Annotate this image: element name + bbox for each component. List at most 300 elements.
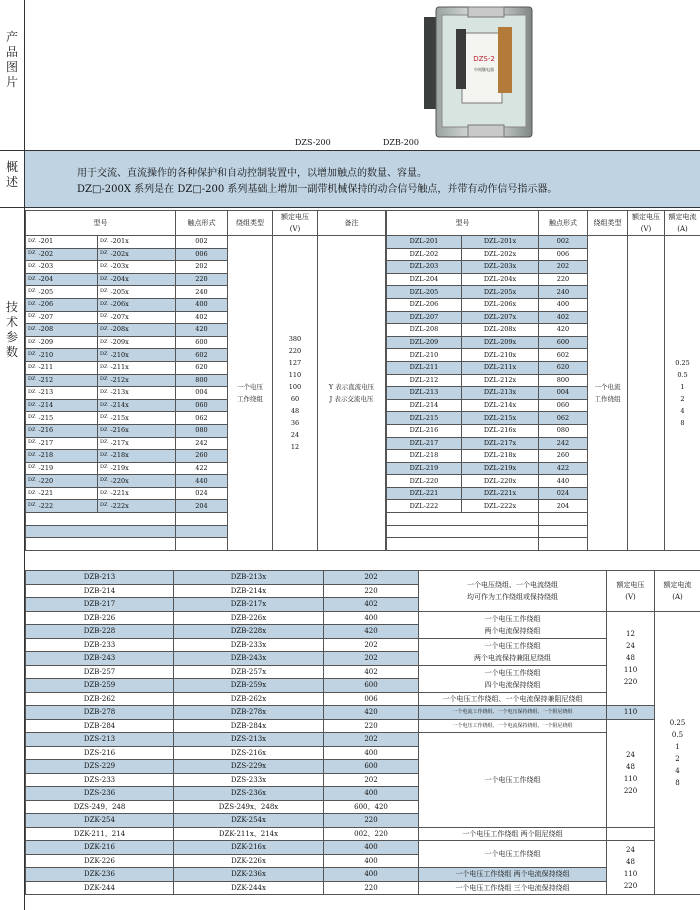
model-x-cell: DZB-259x xyxy=(174,679,324,693)
model-x-cell: DZB-213x xyxy=(174,571,324,585)
model-cell xyxy=(98,462,176,475)
contact-cell: 600 xyxy=(324,760,419,774)
contact-cell: 242 xyxy=(176,437,228,450)
model-cell: DZS-233 xyxy=(26,773,174,787)
model-suffix: -206x xyxy=(110,300,129,309)
contact-cell: 800 xyxy=(539,374,588,387)
contact-cell: 242 xyxy=(539,437,588,450)
coil-type-cell: 一个电压工作绕组、一个电流保持绕组、一个阻尼绕组 xyxy=(419,719,607,733)
model-suffix: -203x xyxy=(110,262,129,271)
model-cell xyxy=(26,298,98,311)
model-x-cell: DZL-220x xyxy=(462,475,539,488)
model-prefix: DZ xyxy=(100,376,108,383)
model-suffix: -221x xyxy=(110,489,129,498)
model-prefix: DZ xyxy=(28,313,36,320)
coil-type-cell: 一个电流工作绕组、一个电压保持绕组、一个阻尼绕组 xyxy=(419,706,607,720)
coil-type-cell: 一个电压工作绕组、一个电流保持兼阻尼绕组 xyxy=(419,692,607,706)
model-cell: DZL-208 xyxy=(387,324,462,337)
model-suffix: -219 xyxy=(38,463,54,472)
contact-cell: 024 xyxy=(539,487,588,500)
left-spec-table-wrap xyxy=(25,210,385,551)
model-cell xyxy=(26,399,98,412)
model-cell: DZL-207 xyxy=(387,311,462,324)
contact-cell: 602 xyxy=(176,349,228,362)
model-x-cell: DZL-216x xyxy=(462,424,539,437)
contact-cell: 422 xyxy=(539,462,588,475)
model-prefix: DZ xyxy=(28,351,36,358)
table-row xyxy=(26,881,700,895)
model-prefix: DZ xyxy=(100,451,108,458)
model-cell xyxy=(26,361,98,374)
bottom-spec-table xyxy=(25,570,700,895)
model-cell xyxy=(98,475,176,488)
model-prefix: DZ xyxy=(100,300,108,307)
model-x-cell: DZK-216x xyxy=(174,841,324,855)
model-suffix: -215x xyxy=(110,413,129,422)
model-x-cell: DZL-213x xyxy=(462,387,539,400)
model-x-cell: DZS-213x xyxy=(174,733,324,747)
header-voltage: 额定电压 (V) xyxy=(607,571,655,612)
remark-cell: Y 表示直流电压 J 表示交流电压 xyxy=(318,236,386,551)
model-x-cell: DZL-217x xyxy=(462,437,539,450)
model-cell: DZL-204 xyxy=(387,273,462,286)
model-prefix: DZ xyxy=(28,275,36,282)
contact-cell: 220 xyxy=(324,584,419,598)
contact-cell: 004 xyxy=(176,387,228,400)
coil-type-cell: 一个电压工作绕组 三个电流保持绕组 xyxy=(419,881,607,895)
model-cell xyxy=(98,487,176,500)
table-row xyxy=(26,638,700,652)
model-x-cell: DZL-215x xyxy=(462,412,539,425)
contact-cell: 400 xyxy=(324,841,419,855)
model-suffix: -205x xyxy=(110,287,129,296)
overview-line-2: DZ□-200X 系列是在 DZ□-200 系列基础上增加一副带机械保持的动合信号触点，并带有动作信号指示器。 xyxy=(77,184,558,195)
table-row xyxy=(26,841,700,855)
model-x-cell: DZL-202x xyxy=(462,248,539,261)
table-row xyxy=(26,611,700,625)
model-cell xyxy=(26,324,98,337)
header-voltage: 额定电压 (V) xyxy=(273,211,318,236)
model-suffix: -215 xyxy=(38,413,54,422)
model-cell xyxy=(26,273,98,286)
model-suffix: -208x xyxy=(110,325,129,334)
model-prefix: DZ xyxy=(100,262,108,269)
coil-type-cell: 一个电流 工作绕组 xyxy=(588,236,628,551)
contact-cell: 002、220 xyxy=(324,827,419,841)
model-x-cell: DZL-205x xyxy=(462,286,539,299)
model-prefix: DZ xyxy=(100,351,108,358)
model-prefix: DZ xyxy=(100,338,108,345)
model-x-cell: DZL-222x xyxy=(462,500,539,513)
voltage-list-cell: 24 48 110 220 xyxy=(607,841,655,895)
model-suffix: -216x xyxy=(110,426,129,435)
model-cell: DZS-216 xyxy=(26,746,174,760)
contact-cell: 420 xyxy=(176,324,228,337)
contact-cell: 600、420 xyxy=(324,800,419,814)
empty-cell xyxy=(176,513,228,526)
model-prefix: DZ xyxy=(100,439,108,446)
model-cell xyxy=(98,374,176,387)
model-cell xyxy=(98,273,176,286)
model-suffix: -211x xyxy=(110,363,129,372)
empty-cell xyxy=(176,538,228,551)
model-cell: DZL-210 xyxy=(387,349,462,362)
model-cell xyxy=(98,311,176,324)
contact-cell: 204 xyxy=(176,500,228,513)
model-cell xyxy=(26,437,98,450)
coil-type-cell: 一个电压工作绕组 xyxy=(419,841,607,868)
contact-cell: 400 xyxy=(539,298,588,311)
contact-cell: 080 xyxy=(176,424,228,437)
model-x-cell: DZB-278x xyxy=(174,706,324,720)
empty-cell xyxy=(539,513,588,526)
contact-cell: 402 xyxy=(324,598,419,612)
model-x-cell: DZB-284x xyxy=(174,719,324,733)
model-cell xyxy=(26,487,98,500)
model-cell xyxy=(98,361,176,374)
model-prefix: DZ xyxy=(100,489,108,496)
model-cell xyxy=(98,387,176,400)
contact-cell: 220 xyxy=(176,273,228,286)
model-prefix: DZ xyxy=(100,363,108,370)
model-suffix: -202 xyxy=(38,249,54,258)
model-cell xyxy=(26,349,98,362)
model-suffix: -213 xyxy=(38,388,54,397)
model-cell: DZL-219 xyxy=(387,462,462,475)
model-x-cell: DZL-218x xyxy=(462,450,539,463)
model-x-cell: DZB-257x xyxy=(174,665,324,679)
model-x-cell: DZL-203x xyxy=(462,261,539,274)
model-cell: DZB-213 xyxy=(26,571,174,585)
model-suffix: -206 xyxy=(38,300,54,309)
model-prefix: DZ xyxy=(100,250,108,257)
header-remark: 备注 xyxy=(318,211,386,236)
model-suffix: -222x xyxy=(110,501,129,510)
header-contact: 触点形式 xyxy=(539,211,588,236)
contact-cell: 024 xyxy=(176,487,228,500)
model-prefix: DZ xyxy=(28,300,36,307)
voltage-list-cell: 380 220 127 110 100 60 48 36 24 12 xyxy=(273,236,318,551)
model-cell xyxy=(98,298,176,311)
caption-dzb: DZB-200 xyxy=(383,138,419,147)
model-cell: DZL-202 xyxy=(387,248,462,261)
model-suffix: -221 xyxy=(38,489,54,498)
voltage-list-cell xyxy=(607,827,655,841)
empty-cell xyxy=(539,525,588,538)
model-cell xyxy=(98,336,176,349)
empty-cell xyxy=(387,513,539,526)
contact-cell: 400 xyxy=(324,868,419,882)
model-x-cell: DZL-219x xyxy=(462,462,539,475)
model-suffix: -212x xyxy=(110,375,129,384)
model-prefix: DZ xyxy=(100,426,108,433)
contact-cell: 400 xyxy=(176,298,228,311)
model-cell: DZL-209 xyxy=(387,336,462,349)
model-x-cell: DZB-226x xyxy=(174,611,324,625)
contact-cell: 202 xyxy=(176,261,228,274)
contact-cell: 080 xyxy=(539,424,588,437)
model-cell xyxy=(98,248,176,261)
model-cell xyxy=(26,387,98,400)
model-x-cell: DZB-217x xyxy=(174,598,324,612)
model-suffix: -222 xyxy=(38,501,54,510)
model-x-cell: DZL-212x xyxy=(462,374,539,387)
model-cell: DZL-206 xyxy=(387,298,462,311)
model-x-cell: DZS-236x xyxy=(174,787,324,801)
voltage-list-cell: 110 xyxy=(607,706,655,720)
voltage-list-cell: 12 24 48 110 220 xyxy=(607,611,655,706)
model-x-cell: DZL-201x xyxy=(462,236,539,249)
model-prefix: DZ xyxy=(28,464,36,471)
model-prefix: DZ xyxy=(28,363,36,370)
model-prefix: DZ xyxy=(28,439,36,446)
model-x-cell: DZB-262x xyxy=(174,692,324,706)
section-label-product-image: 产 品 图 片 xyxy=(5,30,18,89)
model-suffix: -219x xyxy=(110,463,129,472)
model-cell: DZL-222 xyxy=(387,500,462,513)
model-cell: DZS-236 xyxy=(26,787,174,801)
model-cell: DZB-228 xyxy=(26,625,174,639)
model-cell: DZL-218 xyxy=(387,450,462,463)
model-cell xyxy=(26,236,98,249)
model-cell xyxy=(26,475,98,488)
model-cell xyxy=(98,437,176,450)
model-cell: DZB-243 xyxy=(26,652,174,666)
model-suffix: -207x xyxy=(110,312,129,321)
model-cell: DZB-259 xyxy=(26,679,174,693)
contact-cell: 402 xyxy=(539,311,588,324)
model-suffix: -212 xyxy=(38,375,54,384)
contact-cell: 002 xyxy=(539,236,588,249)
model-cell xyxy=(98,261,176,274)
model-cell xyxy=(98,324,176,337)
model-suffix: -210 xyxy=(38,350,54,359)
header-current: 额定电流 (A) xyxy=(665,211,700,236)
contact-cell: 440 xyxy=(176,475,228,488)
model-x-cell: DZK-236x xyxy=(174,868,324,882)
header-contact: 触点形式 xyxy=(176,211,228,236)
model-prefix: DZ xyxy=(28,376,36,383)
model-x-cell: DZB-243x xyxy=(174,652,324,666)
header-coil: 绕组类型 xyxy=(588,211,628,236)
coil-type-cell: 一个电压 工作绕组 xyxy=(228,236,273,551)
model-suffix: -218 xyxy=(38,451,54,460)
model-cell: DZL-216 xyxy=(387,424,462,437)
coil-type-cell: 一个电压工作绕组 两个电流保持兼阻尼绕组 xyxy=(419,638,607,665)
model-cell xyxy=(26,248,98,261)
model-x-cell: DZB-233x xyxy=(174,638,324,652)
model-cell: DZS-213 xyxy=(26,733,174,747)
contact-cell: 062 xyxy=(539,412,588,425)
contact-cell: 420 xyxy=(324,706,419,720)
model-x-cell: DZS-216x xyxy=(174,746,324,760)
contact-cell: 420 xyxy=(324,625,419,639)
model-suffix: -204x xyxy=(110,275,129,284)
model-cell: DZB-214 xyxy=(26,584,174,598)
model-x-cell: DZS-233x xyxy=(174,773,324,787)
model-suffix: -220x xyxy=(110,476,129,485)
contact-cell: 600 xyxy=(539,336,588,349)
section-label-tech-params: 技 术 参 数 xyxy=(5,300,18,359)
model-prefix: DZ xyxy=(28,477,36,484)
model-suffix: -211 xyxy=(38,363,54,372)
model-cell: DZL-217 xyxy=(387,437,462,450)
table-row xyxy=(26,733,700,747)
model-cell xyxy=(98,500,176,513)
coil-type-cell: 一个电压绕组、一个电流绕组 均可作为工作绕组或保持绕组 xyxy=(419,571,607,612)
contact-cell: 620 xyxy=(176,361,228,374)
model-cell: DZL-211 xyxy=(387,361,462,374)
model-prefix: DZ xyxy=(28,250,36,257)
model-suffix: -209 xyxy=(38,338,54,347)
model-cell xyxy=(26,374,98,387)
contact-cell: 202 xyxy=(324,773,419,787)
model-cell: DZK-211、214 xyxy=(26,827,174,841)
photo-label: DZS-2 xyxy=(473,55,495,63)
model-suffix: -208 xyxy=(38,325,54,334)
model-cell: DZK-236 xyxy=(26,868,174,882)
model-prefix: DZ xyxy=(100,288,108,295)
model-cell: DZS-229 xyxy=(26,760,174,774)
contact-cell: 202 xyxy=(324,638,419,652)
bottom-spec-table-wrap xyxy=(25,570,700,895)
model-prefix: DZ xyxy=(28,414,36,421)
model-prefix: DZ xyxy=(100,464,108,471)
model-prefix: DZ xyxy=(28,388,36,395)
coil-type-cell: 一个电压工作绕组 四个电流保持绕组 xyxy=(419,665,607,692)
right-spec-table xyxy=(386,210,700,551)
contact-cell: 006 xyxy=(324,692,419,706)
model-cell: DZB-257 xyxy=(26,665,174,679)
empty-cell xyxy=(176,525,228,538)
model-x-cell: DZL-207x xyxy=(462,311,539,324)
model-cell: DZB-262 xyxy=(26,692,174,706)
contact-cell: 420 xyxy=(539,324,588,337)
model-cell xyxy=(26,336,98,349)
model-x-cell: DZB-214x xyxy=(174,584,324,598)
contact-cell: 060 xyxy=(176,399,228,412)
contact-cell: 260 xyxy=(539,450,588,463)
contact-cell: 400 xyxy=(324,787,419,801)
model-cell: DZB-278 xyxy=(26,706,174,720)
contact-cell: 220 xyxy=(539,273,588,286)
empty-cell xyxy=(387,525,539,538)
model-cell xyxy=(26,311,98,324)
table-row xyxy=(26,236,386,249)
model-cell: DZL-203 xyxy=(387,261,462,274)
model-prefix: DZ xyxy=(100,414,108,421)
left-spec-table xyxy=(25,210,386,551)
model-x-cell: DZL-221x xyxy=(462,487,539,500)
contact-cell: 060 xyxy=(539,399,588,412)
model-suffix: -205 xyxy=(38,287,54,296)
empty-cell xyxy=(26,513,176,526)
header-coil: 绕组类型 xyxy=(228,211,273,236)
model-x-cell: DZL-204x xyxy=(462,273,539,286)
contact-cell: 202 xyxy=(539,261,588,274)
table-row xyxy=(26,868,700,882)
model-cell xyxy=(26,424,98,437)
model-prefix: DZ xyxy=(28,288,36,295)
model-suffix: -216 xyxy=(38,426,54,435)
overview-line-1: 用于交流、直流操作的各种保护和自动控制装置中，以增加触点的数量、容量。 xyxy=(77,168,427,179)
model-prefix: DZ xyxy=(100,502,108,509)
model-suffix: -203 xyxy=(38,262,54,271)
contact-cell: 202 xyxy=(324,571,419,585)
model-cell xyxy=(26,462,98,475)
model-cell xyxy=(98,412,176,425)
model-cell: DZL-212 xyxy=(387,374,462,387)
table-row xyxy=(26,706,700,720)
contact-cell: 602 xyxy=(539,349,588,362)
contact-cell: 202 xyxy=(324,733,419,747)
model-prefix: DZ xyxy=(28,426,36,433)
current-list-cell: 0.25 0.5 1 2 4 8 xyxy=(655,611,700,895)
coil-type-cell: 一个电压工作绕组 xyxy=(419,733,607,828)
empty-cell xyxy=(539,538,588,551)
empty-cell xyxy=(387,538,539,551)
section-label-overview: 概 述 xyxy=(5,160,18,189)
model-cell: DZB-233 xyxy=(26,638,174,652)
model-x-cell: DZS-229x xyxy=(174,760,324,774)
photo-sublabel: 中间继电器 xyxy=(474,67,494,72)
right-spec-table-wrap xyxy=(386,210,700,551)
contact-cell: 620 xyxy=(539,361,588,374)
model-cell: DZK-244 xyxy=(26,881,174,895)
contact-cell: 204 xyxy=(539,500,588,513)
model-prefix: DZ xyxy=(100,237,108,244)
model-prefix: DZ xyxy=(28,401,36,408)
header-model: 型号 xyxy=(387,211,539,236)
model-cell xyxy=(98,286,176,299)
caption-dzs: DZS-200 xyxy=(295,138,331,147)
overview-band xyxy=(25,151,700,207)
model-cell: DZB-217 xyxy=(26,598,174,612)
coil-type-cell: 一个电压工作绕组 两个电流保持绕组 xyxy=(419,611,607,638)
table-row xyxy=(26,571,700,585)
model-suffix: -209x xyxy=(110,338,129,347)
model-prefix: DZ xyxy=(100,401,108,408)
contact-cell: 600 xyxy=(324,679,419,693)
model-x-cell: DZL-208x xyxy=(462,324,539,337)
model-prefix: DZ xyxy=(28,338,36,345)
contact-cell: 006 xyxy=(539,248,588,261)
contact-cell: 240 xyxy=(539,286,588,299)
contact-cell: 260 xyxy=(176,450,228,463)
contact-cell: 440 xyxy=(539,475,588,488)
model-cell xyxy=(26,286,98,299)
model-x-cell: DZL-210x xyxy=(462,349,539,362)
model-suffix: -210x xyxy=(110,350,129,359)
model-suffix: -217x xyxy=(110,438,129,447)
model-suffix: -214x xyxy=(110,401,129,410)
model-cell: DZL-201 xyxy=(387,236,462,249)
model-prefix: DZ xyxy=(100,275,108,282)
model-cell xyxy=(98,236,176,249)
contact-cell: 400 xyxy=(324,611,419,625)
model-x-cell: DZK-226x xyxy=(174,854,324,868)
coil-type-cell: 一个电压工作绕组 两个阻尼绕组 xyxy=(419,827,607,841)
model-x-cell: DZB-228x xyxy=(174,625,324,639)
contact-cell: 800 xyxy=(176,374,228,387)
voltage-cell xyxy=(628,236,665,551)
model-suffix: -214 xyxy=(38,401,54,410)
model-cell xyxy=(98,450,176,463)
header-voltage: 额定电压 (V) xyxy=(628,211,665,236)
model-cell: DZB-226 xyxy=(26,611,174,625)
model-prefix: DZ xyxy=(28,502,36,509)
contact-cell: 600 xyxy=(176,336,228,349)
